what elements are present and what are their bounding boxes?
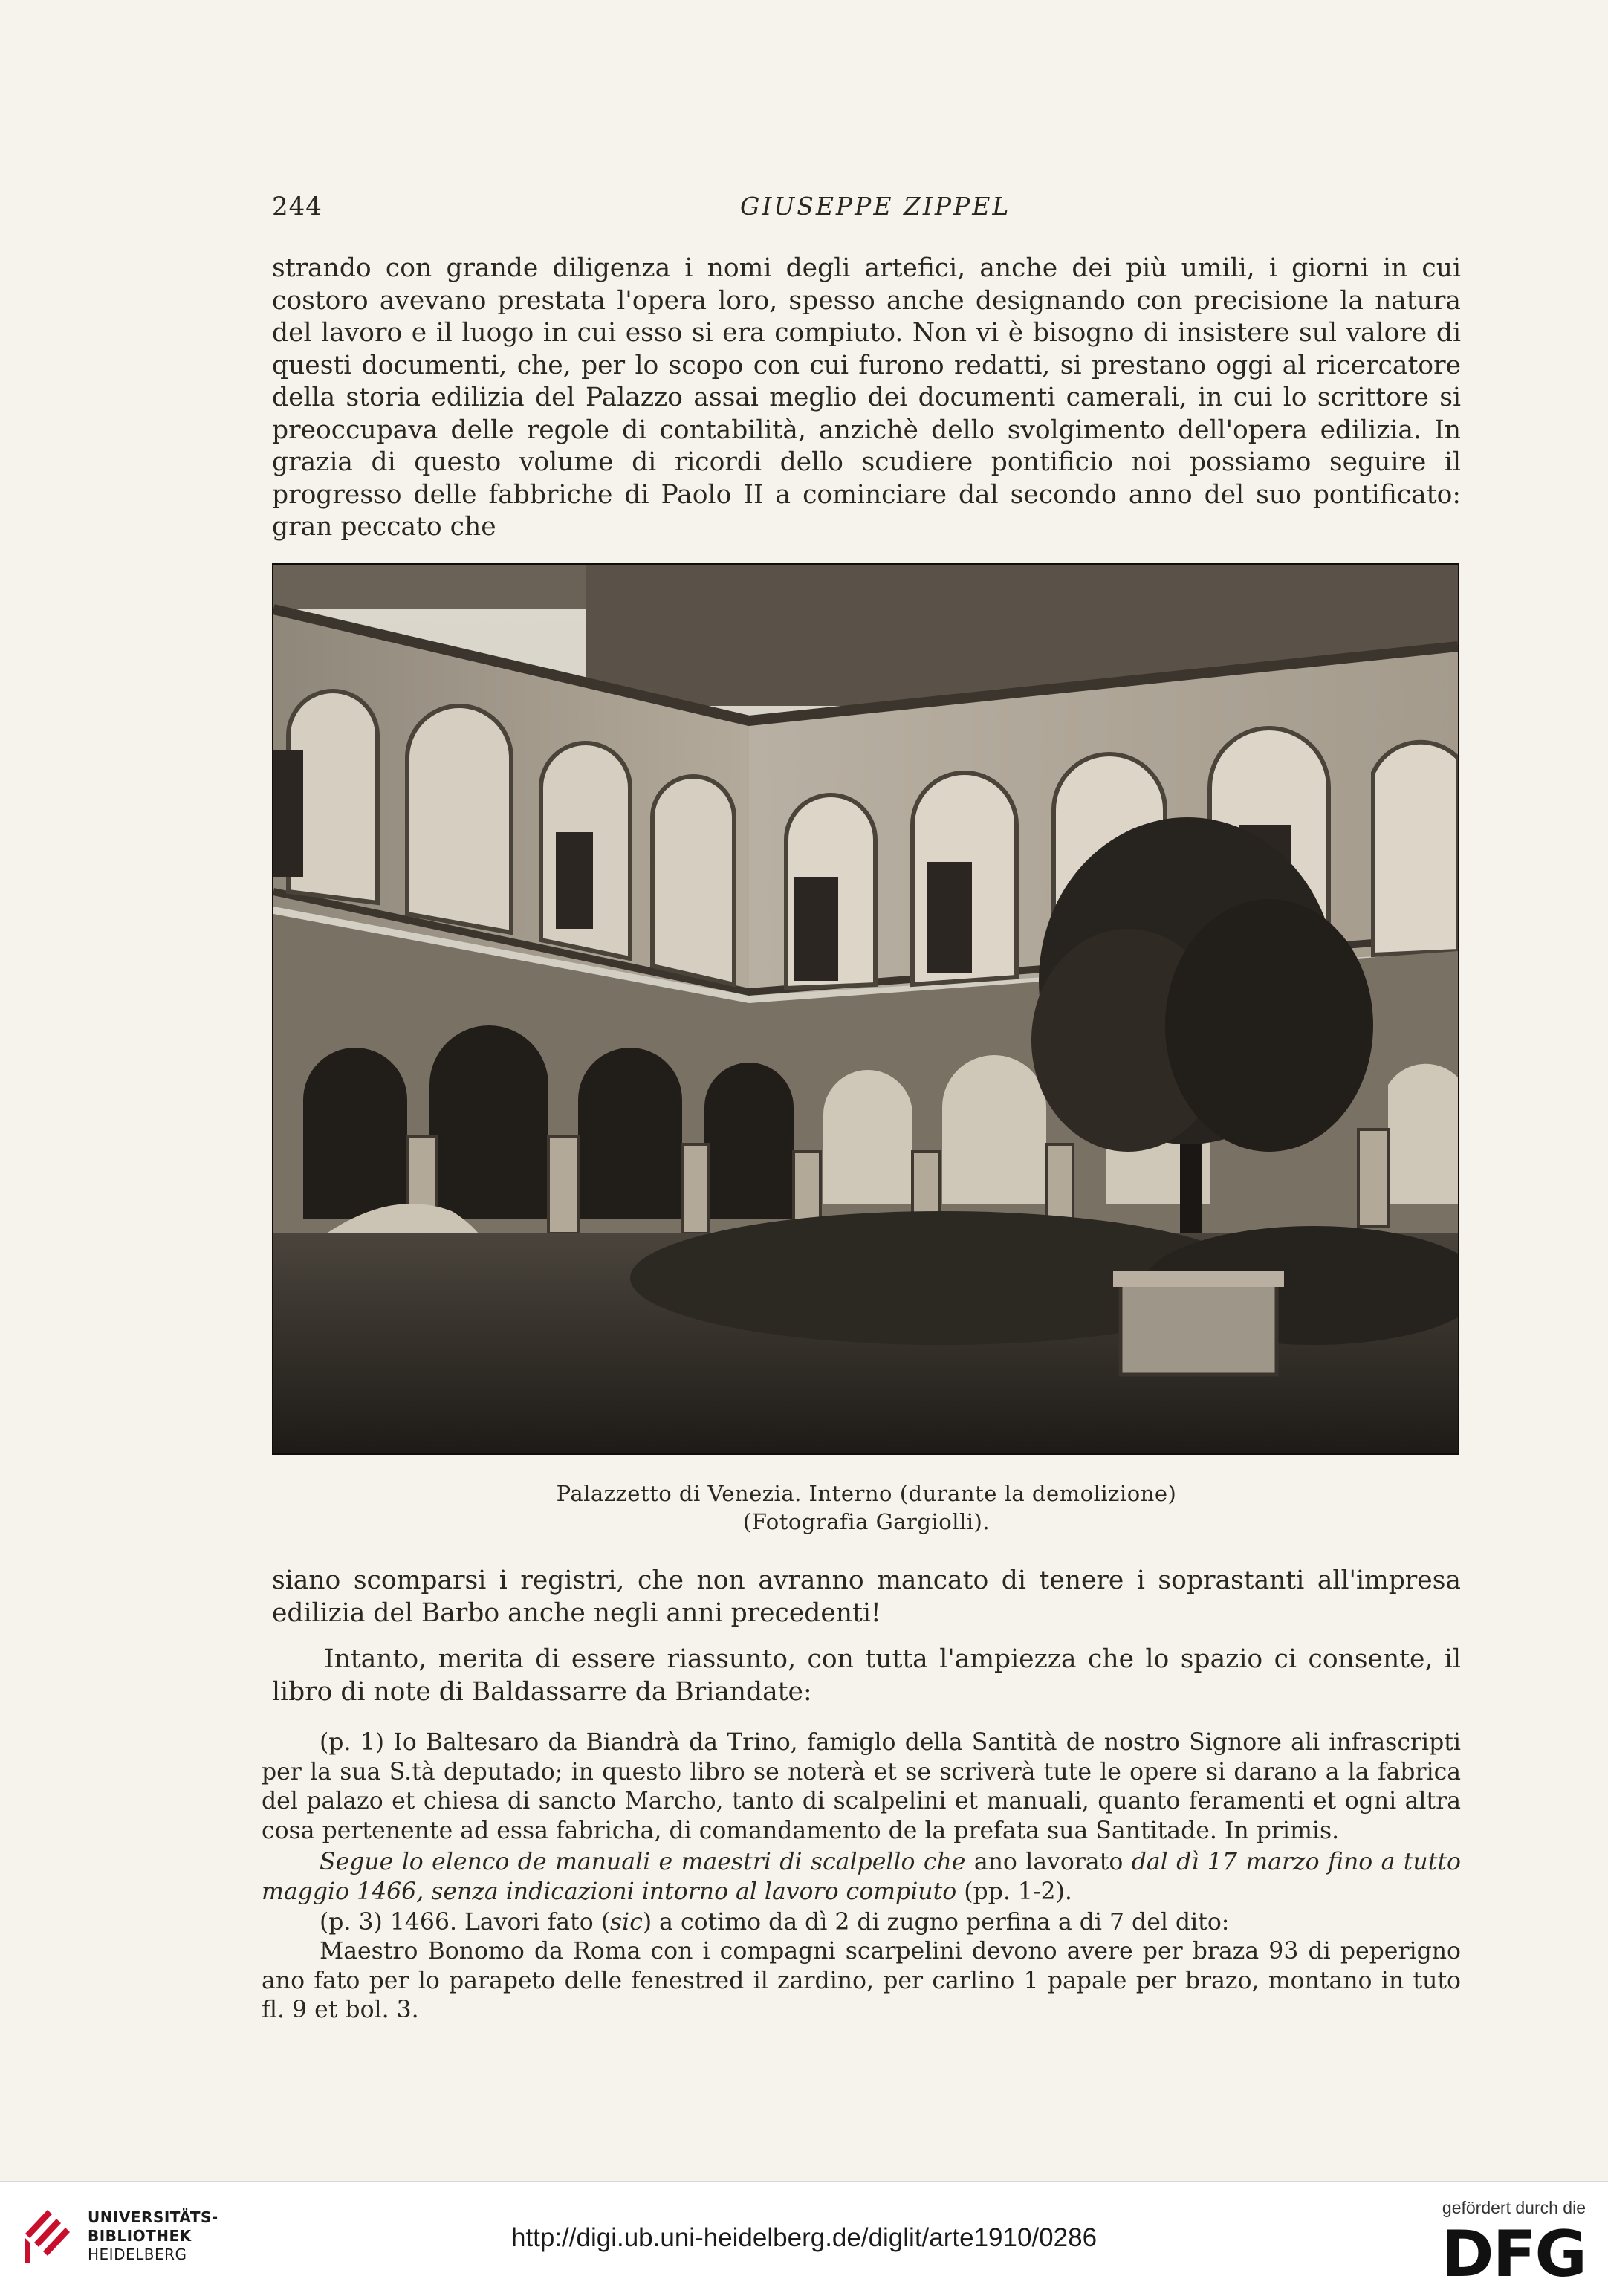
body-paragraph-3 [272, 1644, 1461, 1708]
funded-by-label: gefördert durch die [1442, 2198, 1586, 2217]
entry-sic: sic [609, 1909, 643, 1936]
entry-roman: (p. 3) 1466. Lavori fato ( [320, 1909, 610, 1936]
entry-roman: (pp. 1-2). [956, 1878, 1072, 1905]
library-name-line: BIBLIOTHEK [88, 2227, 192, 2245]
viewer-footer [0, 2181, 1608, 2296]
dfg-logo[interactable]: DFG [1441, 2217, 1586, 2292]
entry-italic: dal dì 17 marzo fino a tutto maggio 1466, senza indicazioni intorno al lavoro compiuto [262, 1849, 1461, 1905]
entry-italic: Segue lo elenco de manuali e maestri di scalpello che [320, 1849, 966, 1875]
entry-text [262, 1848, 1461, 1907]
library-name-line: UNIVERSITÄTS- [88, 2208, 218, 2226]
document-entry-4 [262, 1937, 1461, 2026]
paragraph-text: siano scomparsi i registri, che non avranno mancato di tenere i soprastanti all'impresa edilizia del Barbo anche negli anni precedenti! [272, 1566, 1461, 1628]
entry-text: (p. 1) Io Baltesaro da Biandrà da Trino, famiglo della Santità de nostro Signore ali infrascripti per la sua S.tà deputado; in questo libro se noterà et se scriverà tute le opere si darano a la fabrica del palazo et chiesa di sancto Marcho, tanto di scalpelini et manuali, quanto feramenti et ogni altra cosa pertenente ad essa fabricha, di comandamento de la prefata sua Santitade. In primis. [262, 1729, 1461, 1844]
document-entry-1 [262, 1728, 1461, 1846]
page-header [272, 192, 1461, 229]
page-number: 244 [272, 192, 322, 221]
entry-text: Maestro Bonomo da Roma con i compagni scarpelini devono avere per braza 93 di peperigno ano fato per lo parapeto delle fenestred il zardino, per carlino 1 papale per brazo, montano in tuto fl. 9 et bol. 3. [262, 1938, 1461, 2023]
figure-caption: Palazzetto di Venezia. Interno (durante la demolizione) [556, 1481, 1177, 1506]
library-name-line: HEIDELBERG [88, 2245, 187, 2263]
body-paragraph-1 [272, 253, 1461, 544]
entry-text [262, 1908, 1461, 1938]
paragraph-text: Intanto, merita di essere riassunto, con tutta l'ampiezza che lo spazio ci consente, il libro di note di Baldassarre da Briandate: [272, 1644, 1461, 1707]
paragraph-text: strando con grande diligenza i nomi degli artefici, anche dei più umili, i giorni in cui costoro avevano prestata l'opera loro, spesso anche designando con precisione la natura del lavoro e il luogo in cui esso si era compiuto. Non vi è bisogno di insistere sul valore di questi documenti, che, per lo scopo con cui furono redatti, si prestano oggi al ricercatore della storia edilizia del Palazzo assai meglio dei documenti camerali, in cui lo scrittore si preoccupava delle regole di contabilità, anzichè dello svolgimento dell'opera edilizia. In grazia di questo volume di ricordi dello scudiere pontificio noi possiamo seguire il progresso delle fabbriche di Paolo II a cominciare dal secondo anno del suo pontificato: gran peccato che [272, 253, 1461, 542]
courtyard-photograph [272, 563, 1459, 1455]
document-entry-2 [262, 1848, 1461, 1907]
body-paragraph-2 [272, 1565, 1461, 1629]
running-title: GIUSEPPE ZIPPEL [740, 192, 1011, 221]
document-entry-3 [262, 1908, 1461, 1938]
entry-roman: ano lavorato [965, 1849, 1132, 1875]
entry-roman: ) a cotimo da dì 2 di zugno perfina a di 7 del dito: [642, 1909, 1230, 1936]
figure-credit: (Fotografia Gargiolli). [742, 1509, 991, 1534]
permalink-url[interactable]: http://digi.ub.uni-heidelberg.de/diglit/arte1910/0286 [510, 2223, 1098, 2252]
